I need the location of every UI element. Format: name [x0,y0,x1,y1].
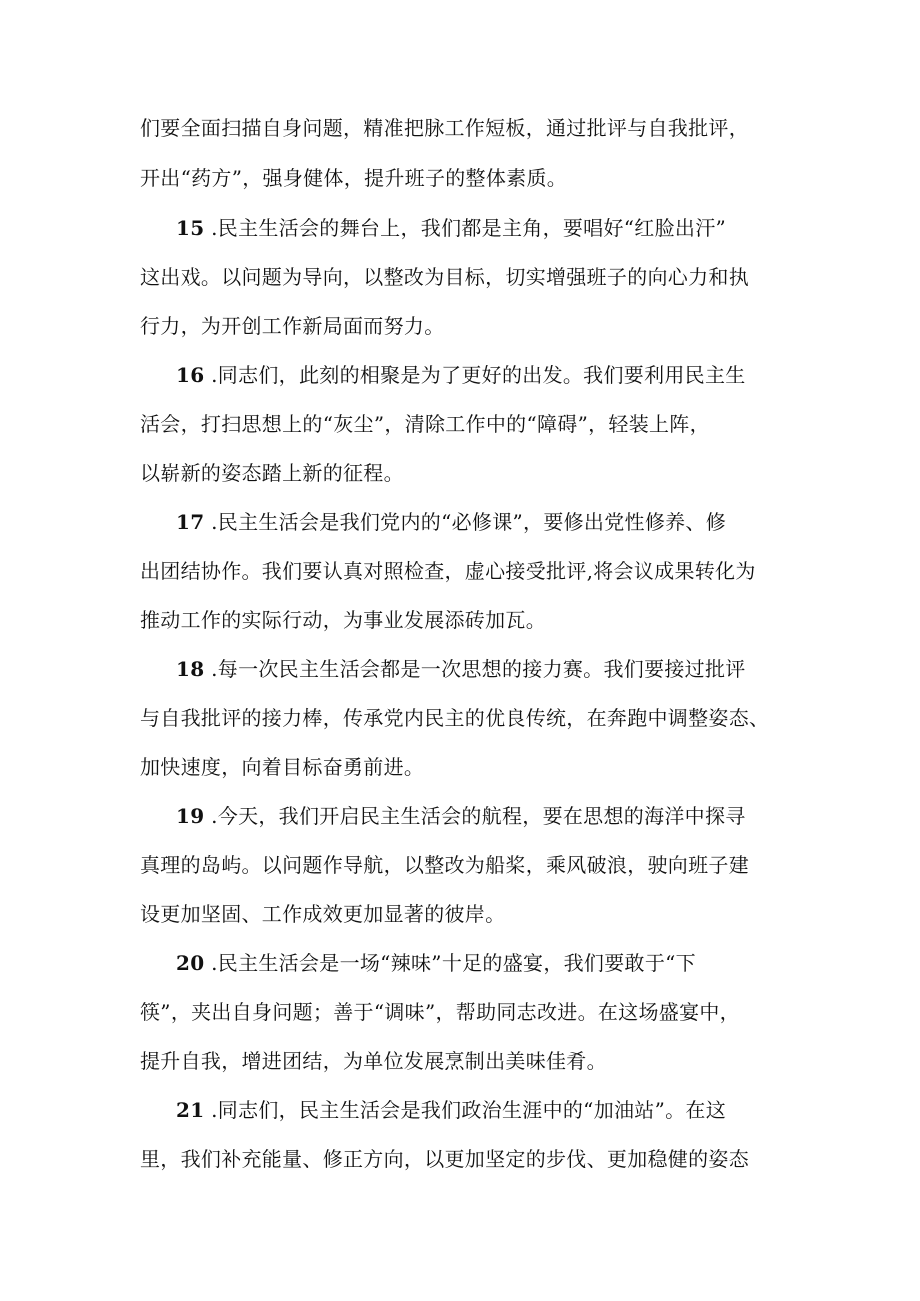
paragraph-number: 20 [176,951,205,975]
paragraph-16-line-3: 以崭新的姿态踏上新的征程。 [140,461,404,485]
paragraph-number: 16 [176,363,205,387]
paragraph-text: .每一次民主生活会都是一次思想的接力赛。我们要接过批评 [211,657,746,681]
paragraph-18-line-1 [176,655,836,683]
paragraph-17-line-1 [176,508,836,536]
paragraph-20-line-1 [176,949,836,977]
paragraph-16-line-2: 活会，打扫思想上的“灰尘”，清除工作中的“障碍”，轻装上阵， [140,412,710,436]
paragraph-20-line-2: 筷”，夹出自身问题；善于“调味”，帮助同志改进。在这场盛宴中， [140,1000,740,1024]
paragraph-number: 17 [176,510,205,534]
paragraph-20-line-3: 提升自我，增进团结，为单位发展烹制出美味佳肴。 [140,1049,607,1073]
paragraph-text: .今天，我们开启民主生活会的航程，要在思想的海洋中探寻 [211,804,746,828]
paragraph-18-line-2: 与自我批评的接力棒，传承党内民主的优良传统，在奔跑中调整姿态、 [140,706,770,730]
paragraph-15-line-2: 这出戏。以问题为导向，以整改为目标，切实增强班子的向心力和执 [140,265,749,289]
paragraph-17-line-2: 出团结协作。我们要认真对照检查，虚心接受批评,将会议成果转化为 [140,559,756,583]
paragraph-text: .民主生活会的舞台上，我们都是主角，要唱好“红脸出汗” [211,216,727,240]
paragraph-number: 18 [176,657,205,681]
paragraph-19-line-2: 真理的岛屿。以问题作导航，以整改为船桨，乘风破浪，驶向班子建 [140,853,749,877]
paragraph-21-line-2: 里，我们补充能量、修正方向，以更加坚定的步伐、更加稳健的姿态 [140,1147,749,1171]
paragraph-text: .同志们，民主生活会是我们政治生涯中的“加油站”。在这 [211,1098,727,1122]
paragraph-19-line-3: 设更加坚固、工作成效更加显著的彼岸。 [140,902,506,926]
paragraph-19-line-1 [176,802,836,830]
paragraph-text: .同志们，此刻的相聚是为了更好的出发。我们要利用民主生 [211,363,746,387]
paragraph-15-line-1 [176,214,836,242]
paragraph-text: .民主生活会是一场“辣味”十足的盛宴，我们要敢于“下 [211,951,696,975]
continuation-line-1: 们要全面扫描自身问题，精准把脉工作短板，通过批评与自我批评， [140,116,749,140]
paragraph-17-line-3: 推动工作的实际行动，为事业发展添砖加瓦。 [140,608,546,632]
paragraph-number: 21 [176,1098,205,1122]
paragraph-number: 15 [176,216,205,240]
paragraph-15-line-3: 行力，为开创工作新局面而努力。 [140,314,445,338]
paragraph-18-line-3: 加快速度，向着目标奋勇前进。 [140,755,425,779]
continuation-line-2: 开出“药方”，强身健体，提升班子的整体素质。 [140,166,568,190]
paragraph-number: 19 [176,804,205,828]
paragraph-16-line-1 [176,361,836,389]
paragraph-text: .民主生活会是我们党内的“必修课”，要修出党性修养、修 [211,510,727,534]
paragraph-21-line-1 [176,1096,836,1124]
